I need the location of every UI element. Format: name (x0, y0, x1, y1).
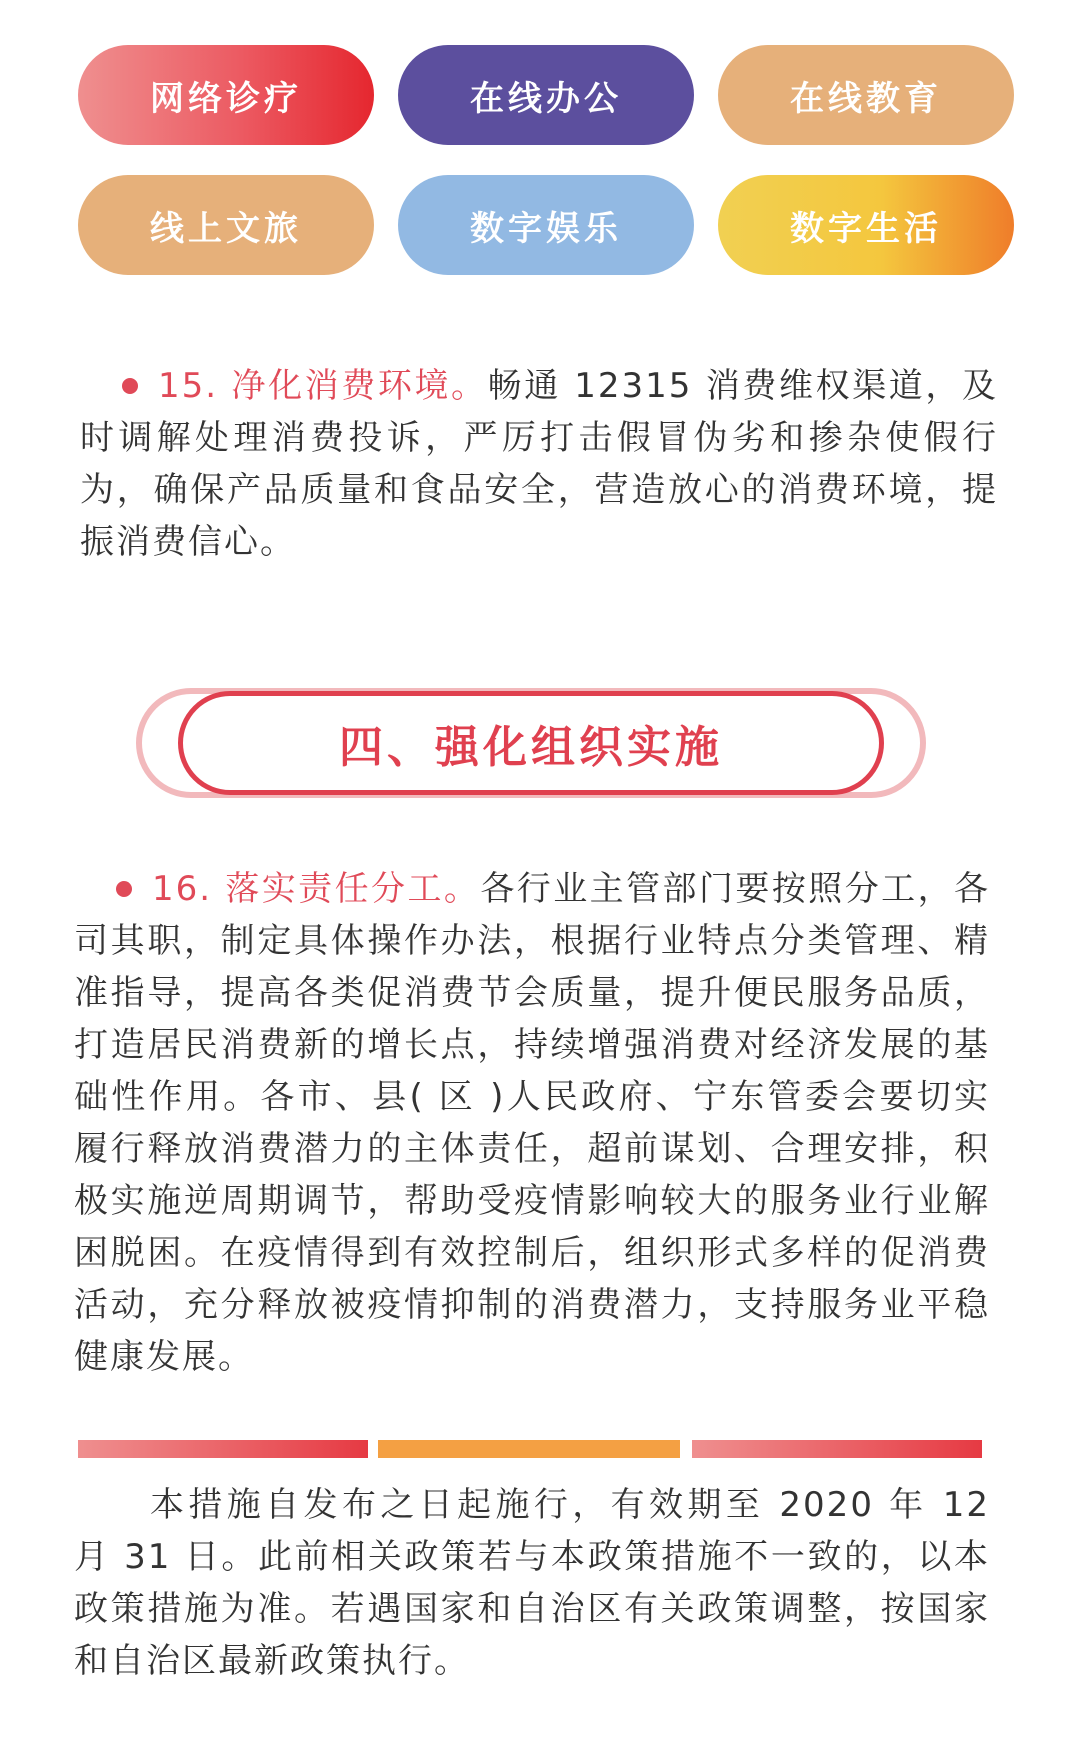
tag-pill-online-diagnosis: 网络诊疗 (78, 45, 374, 145)
tag-pill-digital-entertainment: 数字娱乐 (398, 175, 694, 275)
item-15-body: 畅通 12315 消费维权渠道，及时调解处理消费投诉，严厉打击假冒伪劣和掺杂使假行为，确保产品质量和食品安全，营造放心的消费环境，提振消费信心。 (80, 366, 998, 562)
tag-pill-online-tourism: 线上文旅 (78, 175, 374, 275)
bullet-dot-icon (116, 881, 132, 897)
tag-pill-online-office: 在线办公 (398, 45, 694, 145)
paragraph-item-16 (74, 863, 990, 1383)
divider-bar-right (692, 1440, 982, 1458)
paragraph-item-15 (80, 360, 998, 568)
section-title: 四、强化组织实施 (178, 691, 884, 795)
tag-pill-digital-life: 数字生活 (718, 175, 1014, 275)
item-16-heading: 16. 落实责任分工。 (152, 869, 481, 909)
item-16-body: 各行业主管部门要按照分工，各司其职，制定具体操作办法，根据行业特点分类管理、精准指导，提高各类促消费节会质量，提升便民服务品质，打造居民消费新的增长点，持续增强消费对经济发展的基础性作用。各市、县( 区 )人民政府、宁东管委会要切实履行释放消费潜力的主体责任，超前谋划、合理安排，积极实施逆周期调节，帮助受疫情影响较大的服务业行业解困脱困。在疫情得到有效控制后，组织形式多样的促消费活动，充分释放被疫情抑制的消费潜力，支持服务业平稳健康发展。 (74, 869, 990, 1377)
item-15-heading: 15. 净化消费环境。 (158, 366, 488, 406)
divider-bar-left (78, 1440, 368, 1458)
tag-pill-online-education: 在线教育 (718, 45, 1014, 145)
bullet-dot-icon (122, 378, 138, 394)
divider-bar-middle (378, 1440, 680, 1458)
section-header (136, 688, 926, 798)
closing-paragraph: 本措施自发布之日起施行，有效期至 2020 年 12 月 31 日。此前相关政策若与本政策措施不一致的，以本政策措施为准。若遇国家和自治区有关政策调整，按国家和自治区最新政策执行。 (74, 1485, 990, 1681)
